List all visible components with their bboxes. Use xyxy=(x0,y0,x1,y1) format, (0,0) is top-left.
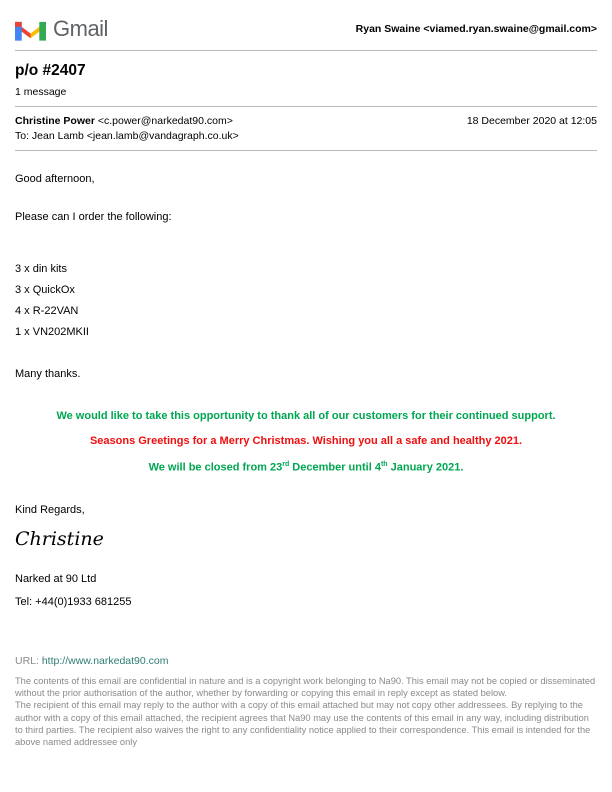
subject-title: p/o #2407 xyxy=(15,62,86,79)
thanks-text: Many thanks. xyxy=(15,368,81,380)
divider-top xyxy=(15,50,597,51)
signature-name: Christine xyxy=(15,527,104,550)
url-line xyxy=(15,654,597,668)
phone-number: Tel: +44(0)1933 681255 xyxy=(15,595,132,608)
order-item: 3 x din kits xyxy=(15,263,67,275)
gmail-m-icon xyxy=(15,17,46,41)
order-item: 4 x R-22VAN xyxy=(15,305,79,317)
print-header xyxy=(15,14,597,42)
url-label: URL: xyxy=(15,654,42,667)
message-date: 18 December 2020 at 12:05 xyxy=(466,115,597,127)
greeting-text: Good afternoon, xyxy=(15,173,95,185)
greetings-banner: Seasons Greetings for a Merry Christmas. Wishing you all a safe and healthy 2021. xyxy=(89,435,523,447)
order-intro-text: Please can I order the following: xyxy=(15,211,172,223)
disclaimer-paragraph: The recipient of this email may reply to the author with a copy of this email attached but may not copy other addressees. By replying to the author with a copy of this email attached, the recipient agrees that Na90 may use the contents of this email in any way, including distribution to third parties. The recipient also waives the right to any confidentiality notice applied to their correspondence. This email is intended for the above named addressee only xyxy=(15,700,591,748)
closure-banner: We will be closed from 23rd December until 4th January 2021. xyxy=(148,461,464,474)
order-item: 1 x VN202MKII xyxy=(15,326,89,338)
website-link[interactable]: http://www.narkedat90.com xyxy=(41,654,169,667)
support-banner: We would like to take this opportunity to thank all of our customers for their continued support. xyxy=(56,410,556,422)
order-item: 3 x QuickOx xyxy=(15,284,75,296)
email-body xyxy=(15,172,597,748)
account-owner: Ryan Swaine <viamed.ryan.swaine@gmail.com> xyxy=(355,23,597,35)
divider-meta xyxy=(15,150,597,151)
disclaimer-paragraph: The contents of this email are confidential in nature and is a copyright work belonging to Na90. This email may not be copied or disseminated without the prior authorisation of the author, whether by forwarding or copying this email in reply except as stated below. xyxy=(15,675,596,698)
regards-text: Kind Regards, xyxy=(15,503,85,516)
sender-line xyxy=(15,115,233,127)
company-name: Narked at 90 Ltd xyxy=(15,572,97,585)
message-count: 1 message xyxy=(15,86,67,98)
sender-name: Christine Power xyxy=(15,115,95,127)
recipient-line: To: Jean Lamb <jean.lamb@vandagraph.co.uk> xyxy=(15,130,239,142)
confidentiality-disclaimer xyxy=(15,675,597,749)
sender-email: <c.power@narkedat90.com> xyxy=(94,115,233,127)
message-meta xyxy=(15,115,597,142)
divider-subject xyxy=(15,106,597,107)
gmail-logo xyxy=(15,16,108,42)
gmail-logo-text: Gmail xyxy=(53,16,108,41)
